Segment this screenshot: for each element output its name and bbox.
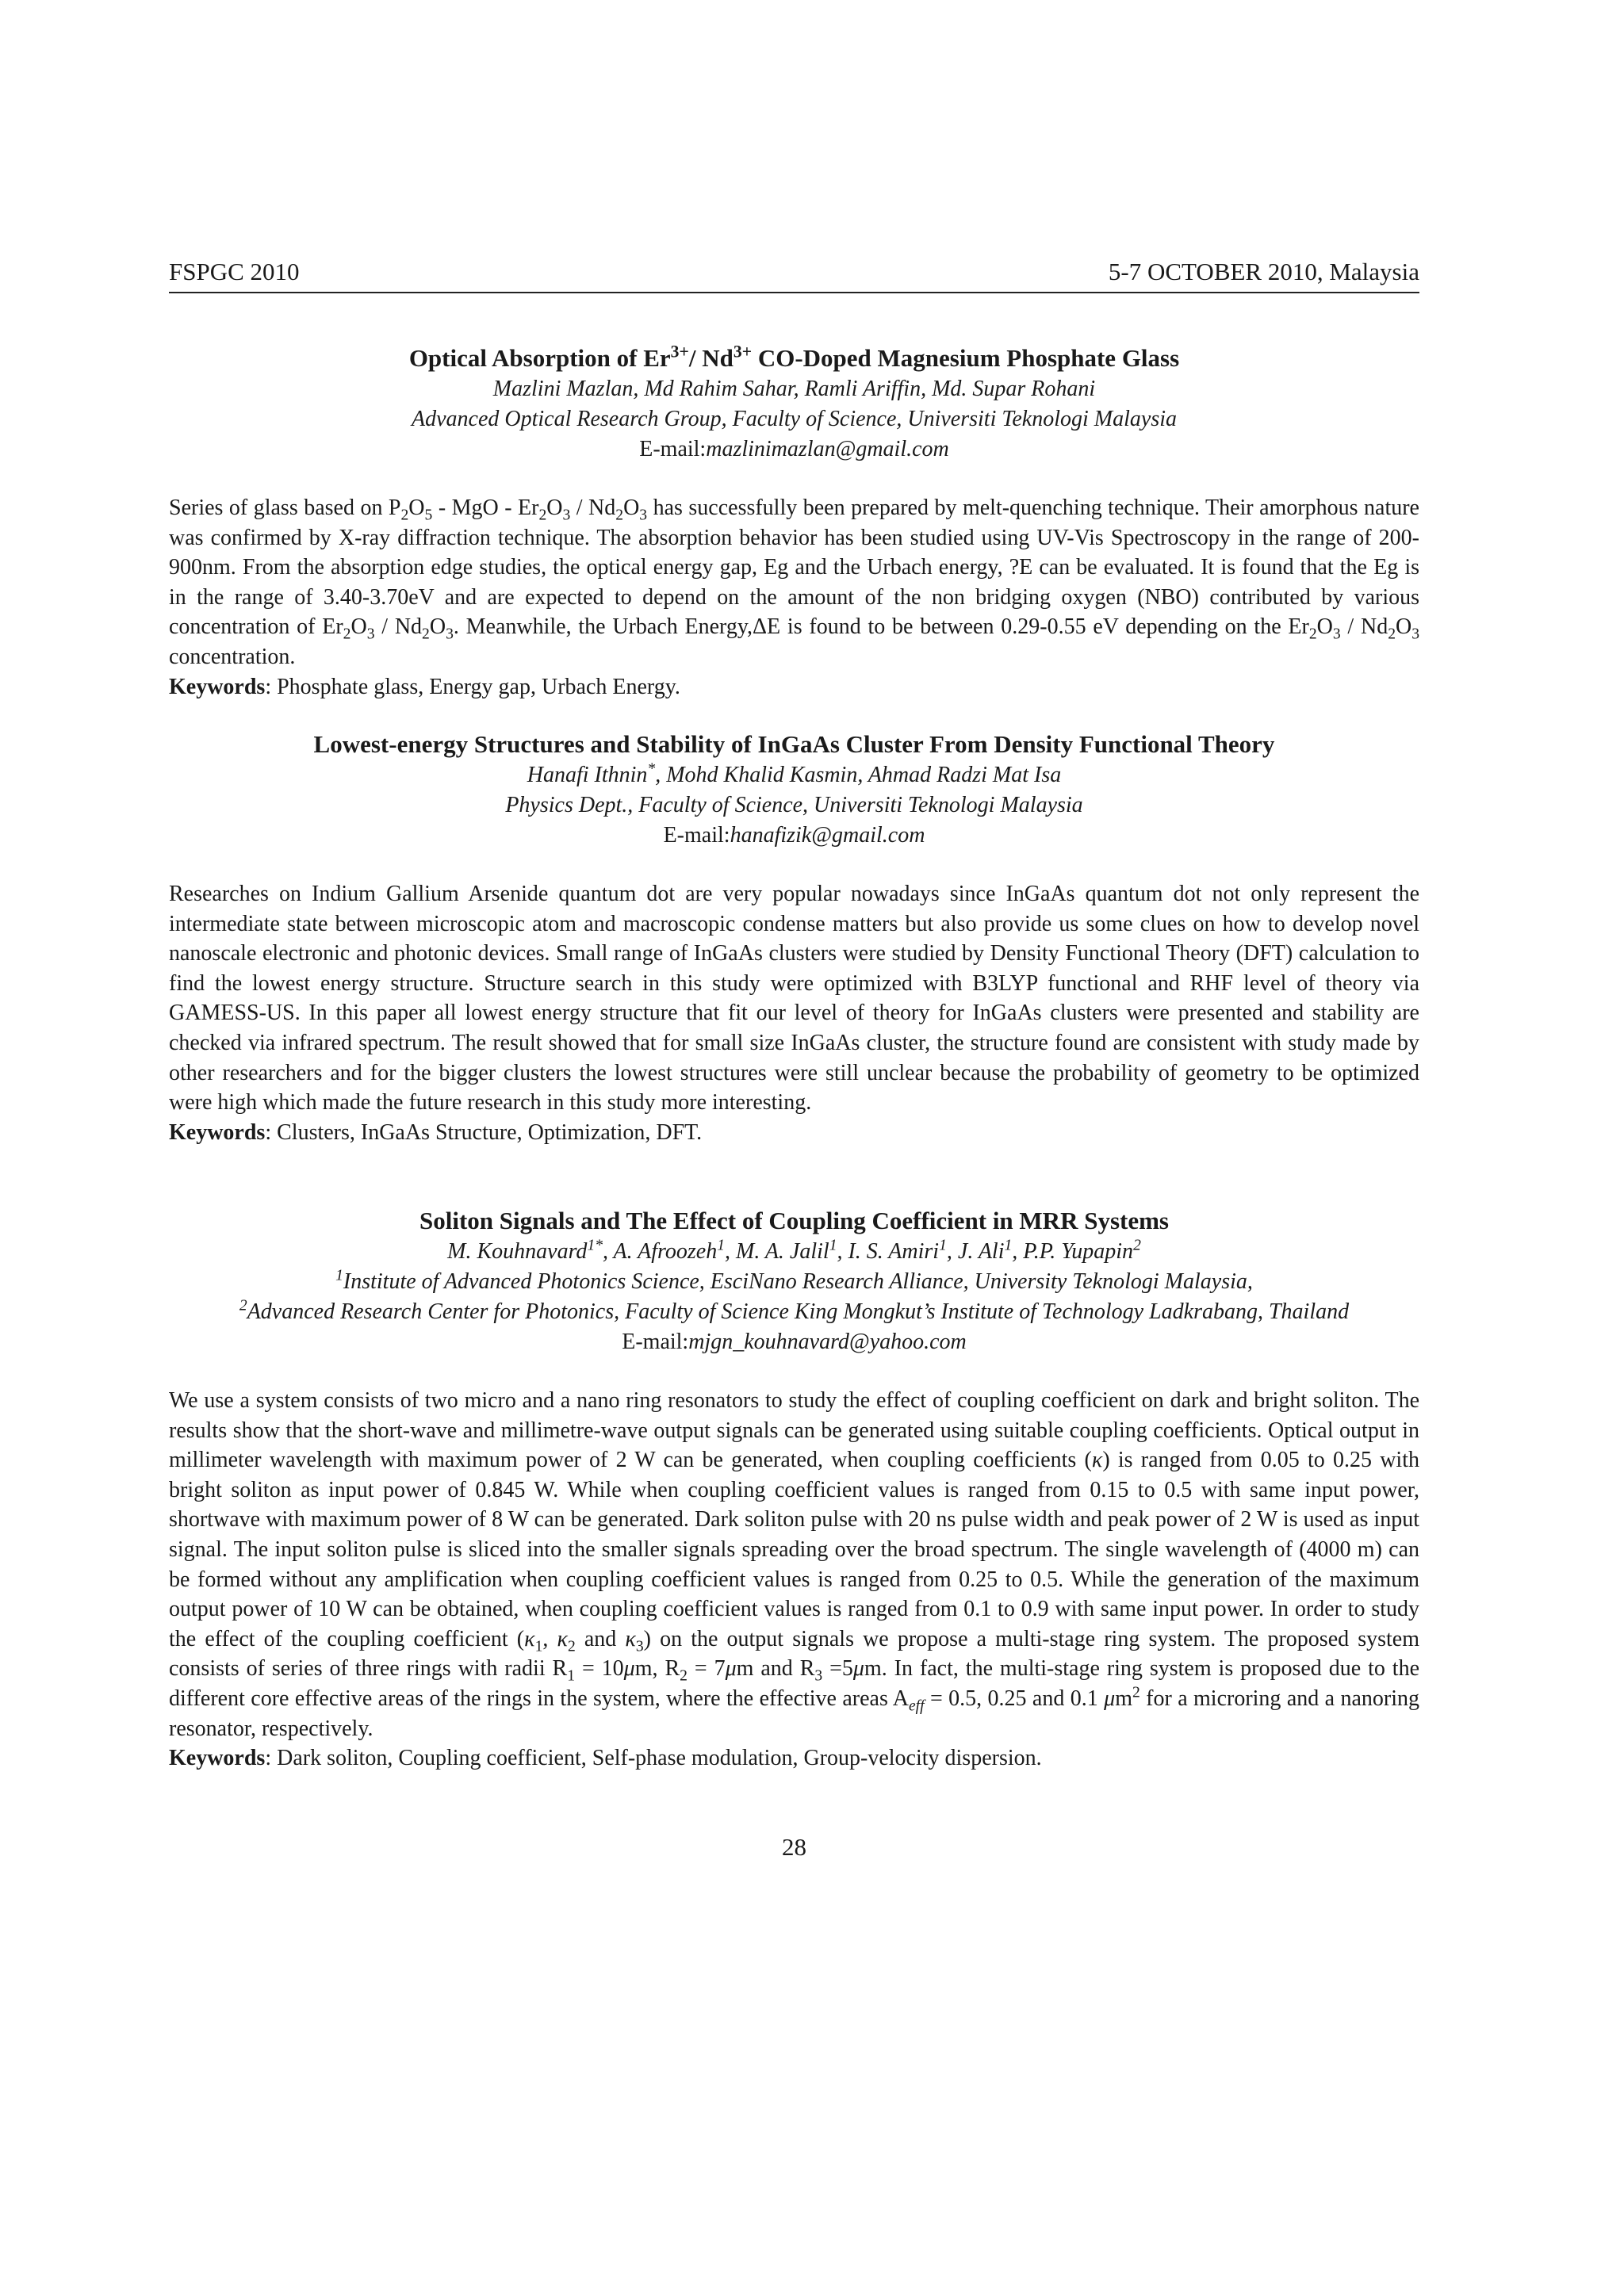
abstract-1-body: Series of glass based on $P_2O_5$ - MgO - $Er_2O_3 / Nd_2O_3$ has successfully been prepared by melt-quenching technique. Their amorphous nature was confirmed by X-ray diffraction technique. The absorption behavior has been studied using UV-Vis Spectroscopy in the range of 200-900nm. From the absorption edge studies, the optical energy gap, Eg and the Urbach energy, ?E can be evaluated. It is found that the Eg is in the range of 3.40-3.70eV and are expected to depend on the amount of the non bridging oxygen (NBO) contributed by various concentration of $Er_2O_3 / Nd_2O_3$. Meanwhile, the Urbach Energy,ΔE is found to be between 0.29-0.55 eV depending on the $Er_2O_3 / Nd_2O_3$ concentration. (169, 496, 1420, 669)
author: J. Ali$^1$, (957, 1237, 1024, 1264)
conference-date-location: 5-7 OCTOBER 2010, Malaysia (1108, 258, 1419, 285)
author: I. S. Amiri$^1$, (848, 1237, 958, 1264)
running-header (169, 252, 1419, 293)
abstract-3-authors (169, 1237, 1419, 1267)
abstract-3 (169, 1205, 1419, 1774)
author: P.P. Yupapin$^2$ (1023, 1237, 1141, 1264)
abstract-3-keywords: Keywords: Dark soliton, Coupling coefficient, Self-phase modulation, Group-velocity dispersion. (169, 1746, 1042, 1771)
abstract-2-body: Researches on Indium Gallium Arsenide quantum dot are very popular nowadays since InGaAs quantum dot not only represent the intermediate state between microscopic atom and macroscopic condense matters but also provide us some clues on how to develop novel nanoscale electronic and photonic devices. Small range of InGaAs clusters were studied by Density Functional Theory (DFT) calculation to find the lowest energy structure. Structure search in this study were optimized with B3LYP functional and RHF level of theory via GAMESS-US. In this paper all lowest energy structure that fit our level of theory for InGaAs clusters were presented and stability are checked via infrared spectrum. The result showed that for small size InGaAs cluster, the structure found are consistent with study made by other researchers and for the bigger clusters the lowest structures were still unclear because the probability of geometry to be optimized were high which made the future research in this study more interesting. (169, 882, 1419, 1115)
abstract-3-affiliation-1: $^1$Institute of Advanced Photonics Science, EsciNano Research Alliance, University Teknologi Malaysia, (335, 1267, 1253, 1294)
abstract-1-email: E-mail:mazlinimazlan@gmail.com (639, 437, 949, 461)
abstract-2-affiliation: Physics Dept., Faculty of Science, Universiti Teknologi Malaysia (505, 793, 1083, 817)
page-number: 28 (782, 1833, 806, 1861)
author: M. A. Jalil$^1$, (736, 1237, 848, 1264)
author: A. Afroozeh$^1$, (613, 1237, 736, 1264)
abstract-1 (169, 342, 1419, 702)
abstract-1-email-link[interactable]: mazlinimazlan@gmail.com (706, 437, 949, 461)
abstract-1-affiliation: Advanced Optical Research Group, Faculty of Science, Universiti Teknologi Malaysia (412, 407, 1177, 431)
abstract-3-email-link[interactable]: mjgn_kouhnavard@yahoo.com (688, 1330, 967, 1354)
abstract-3-affiliation-2: $^2$Advanced Research Center for Photonics, Faculty of Science King Mongkut’s Institute of Technology Ladkrabang, Thailand (239, 1297, 1350, 1324)
abstract-1-authors: Mazlini Mazlan, Md Rahim Sahar, Ramli Ariffin, Md. Supar Rohani (492, 377, 1096, 401)
abstract-3-email: E-mail:mjgn_kouhnavard@yahoo.com (622, 1330, 967, 1354)
page (169, 0, 1419, 2296)
abstract-3-body: We use a system consists of two micro and a nano ring resonators to study the effect of coupling coefficient on dark and bright soliton. The results show that the short-wave and millimetre-wave output signals can be generated using suitable coupling coefficients. Optical output in millimeter wavelength with maximum power of 2 W can be generated, when coupling coefficients (κ) is ranged from 0.05 to 0.25 with bright soliton as input power of 0.845 W. While when coupling coefficient values is ranged from 0.15 to 0.5 with same input power, shortwave with maximum power of 8 W can be generated. Dark soliton pulse with 20 ns pulse width and peak power of 2 W is used as input signal. The input soliton pulse is sliced into the smaller signals spreading over the broad spectrum. The single wavelength of (4000 m) can be formed without any amplification when coupling coefficient values is ranged from 0.25 to 0.5. While the generation of the maximum output power of 10 W can be obtained, when coupling coefficient values is ranged from 0.1 to 0.9 with same input power. In order to study the effect of the coupling coefficient ($\kappa_1$, $\kappa_2$ and $\kappa_3$) on the output signals we propose a multi-stage ring system. The proposed system consists of series of three rings with radii $R_1 = 10\mu m$, $R_2 = 7\mu m$ and $R_3 =5\mu m$. In fact, the multi-stage ring system is proposed due to the different core effective areas of the rings in the system, where the effective areas $A_{eff} = 0.5$, 0.25 and 0.1 $\mu m^2$ for a microring and a nanoring resonator, respectively. (169, 1388, 1420, 1741)
abstract-3-title: Soliton Signals and The Effect of Coupling Coefficient in MRR Systems (419, 1207, 1169, 1234)
abstract-2-title: Lowest-energy Structures and Stability of InGaAs Cluster From Density Functional Theory (313, 730, 1275, 758)
abstract-2-keywords: Keywords: Clusters, InGaAs Structure, Optimization, DFT. (169, 1119, 703, 1145)
abstract-1-title: Optical Absorption of $Er^{3+}/$ $Nd^{3+}$ CO-Doped Magnesium Phosphate Glass (408, 342, 1180, 372)
abstract-2-authors: Hanafi Ithnin*, Mohd Khalid Kasmin, Ahmad Radzi Mat Isa (527, 760, 1062, 787)
abstract-2 (169, 729, 1419, 1147)
conference-name: FSPGC 2010 (169, 258, 300, 285)
author: M. Kouhnavard$^{1*}$, (447, 1237, 614, 1264)
abstract-2-email: E-mail:hanafizik@gmail.com (663, 823, 925, 848)
abstract-2-email-link[interactable]: hanafizik@gmail.com (730, 823, 925, 848)
abstract-1-keywords: Keywords: Phosphate glass, Energy gap, Urbach Energy. (169, 674, 680, 699)
